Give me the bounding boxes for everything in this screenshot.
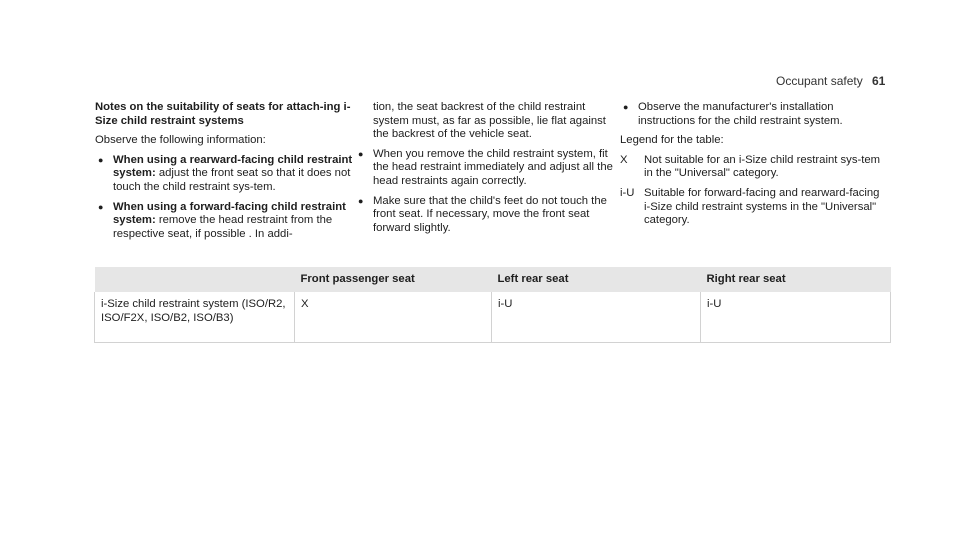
- table-row: [95, 292, 891, 343]
- bullet-marker: ●: [98, 154, 104, 165]
- table-header-row: [95, 267, 891, 292]
- middle-column: [355, 101, 617, 241]
- middle-bullet-list: [355, 148, 617, 236]
- left-bullet-list: [95, 154, 353, 242]
- bullet-marker: ●: [623, 102, 629, 112]
- table-cell: i-U: [701, 292, 891, 343]
- bullet-bold: When using a rearward-facing child restraint system:: [113, 153, 353, 180]
- bullet-item: [95, 154, 353, 195]
- table-cell: i-Size child restraint system (ISO/R2, ISO/F2X, ISO/B2, ISO/B3): [95, 292, 295, 343]
- legend-key: i-U: [620, 186, 635, 199]
- notes-title: Notes on the suitability of seats for attach-ing i-Size child restraint systems: [95, 101, 351, 127]
- table-header-cell: Right rear seat: [701, 267, 891, 292]
- table-header-cell: Left rear seat: [492, 267, 701, 292]
- bullet-item: [355, 195, 617, 236]
- seat-suitability-table: [94, 267, 891, 343]
- legend-title: Legend for the table:: [620, 134, 724, 147]
- bullet-item: [355, 148, 617, 189]
- bullet-marker: ●: [358, 195, 364, 206]
- continuation-text: tion, the seat backrest of the child restraint system must, as far as possible, lie flat against the backrest of the vehicle seat.: [373, 101, 606, 141]
- right-bullet-list: [620, 101, 888, 128]
- bullet-item: [620, 101, 888, 128]
- table-cell: X: [295, 292, 492, 343]
- legend-item: [620, 154, 888, 181]
- table-header-cell: Front passenger seat: [295, 267, 492, 292]
- bullet-text: Observe the manufacturer's installation instructions for the child restraint system.: [638, 101, 843, 127]
- legend-key: X: [620, 153, 628, 166]
- legend-item: [620, 187, 888, 228]
- bullet-marker: ●: [98, 201, 104, 212]
- bullet-text: adjust the front seat so that it does not touch the child restraint sys-tem.: [113, 167, 351, 193]
- page-number: 61: [872, 74, 886, 88]
- legend-text: Suitable for forward-facing and rearward-facing i-Size child restraint systems in the "Universal" category.: [644, 186, 880, 227]
- bullet-text: remove the head restraint from the respective seat, if possible . In addi-: [113, 214, 333, 240]
- intro-text: Observe the following information:: [95, 134, 266, 147]
- bullet-item: [95, 201, 353, 242]
- table-cell: i-U: [492, 292, 701, 343]
- section-title: Occupant safety: [776, 74, 863, 88]
- bullet-text: When you remove the child restraint system, fit the head restraint immediately and adjust all the head restraints again correctly.: [373, 147, 613, 187]
- table-header-cell: [95, 267, 295, 292]
- legend-text: Not suitable for an i-Size child restraint sys-tem in the "Universal" category.: [644, 153, 881, 180]
- left-column: [95, 101, 353, 247]
- bullet-text: Make sure that the child's feet do not touch the front seat. If necessary, move the front seat forward slightly.: [373, 194, 607, 234]
- bullet-bold: When using a forward-facing child restraint system:: [113, 200, 346, 227]
- bullet-marker: ●: [358, 148, 364, 159]
- right-column: [620, 101, 888, 234]
